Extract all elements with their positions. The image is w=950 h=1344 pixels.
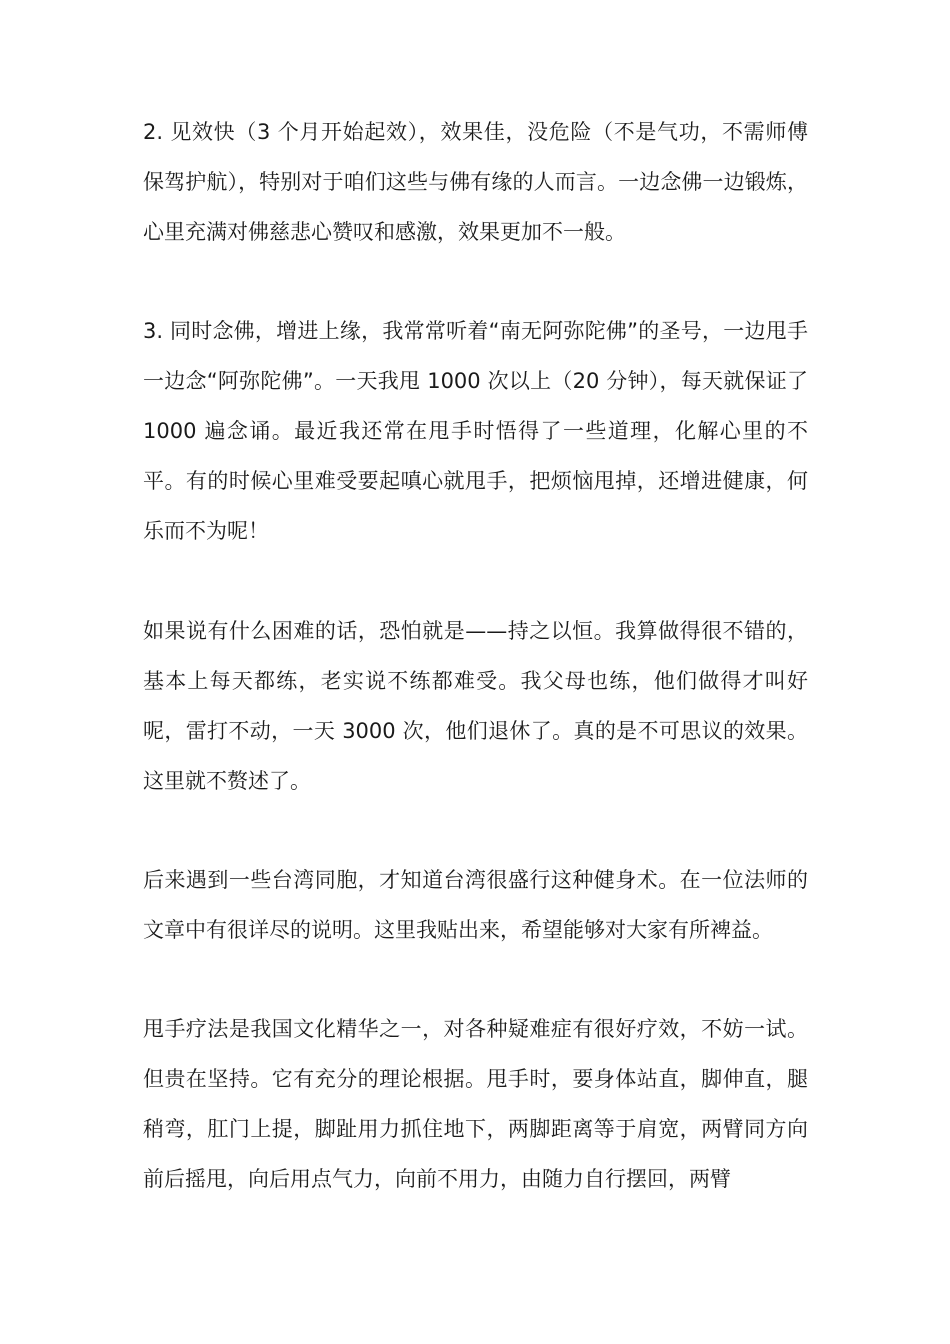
paragraph-method: 甩手疗法是我国文化精华之一，对各种疑难症有很好疗效，不妨一试。但贵在坚持。它有充分的理论根据。甩手时，要身体站直，脚伸直，腿稍弯，肛门上提，脚趾用力抓住地下，两脚距离等于肩宽，两臂同方向前后摇甩，向后用点气力，向前不用力，由随力自行摆回，两臂 (143, 1017, 808, 1191)
paragraph-persistence: 如果说有什么困难的话，恐怕就是——持之以恒。我算做得很不错的，基本上每天都练，老实说不练都难受。我父母也练，他们做得才叫好呢，雷打不动，一天 3000 次，他们退休了。真的是不可思议的效果。这里就不赘述了。 (143, 619, 808, 793)
paragraph-taiwan: 后来遇到一些台湾同胞，才知道台湾很盛行这种健身术。在一位法师的文章中有很详尽的说明。这里我贴出来，希望能够对大家有所裨益。 (143, 868, 808, 942)
paragraph-benefits: 2. 见效快（3 个月开始起效），效果佳，没危险（不是气功，不需师傅保驾护航），特别对于咱们这些与佛有缘的人而言。一边念佛一边锻炼，心里充满对佛慈悲心赞叹和感激，效果更加不一般。 (143, 120, 808, 244)
paragraph-chanting: 3. 同时念佛，增进上缘，我常常听着“南无阿弥陀佛”的圣号，一边甩手一边念“阿弥陀佛”。一天我甩 1000 次以上（20 分钟），每天就保证了 1000 遍念诵。最近我还常在甩手时悟得了一些道理，化解心里的不平。有的时候心里难受要起嗔心就甩手，把烦恼甩掉，还增进健康，何乐而不为呢！ (143, 319, 808, 543)
